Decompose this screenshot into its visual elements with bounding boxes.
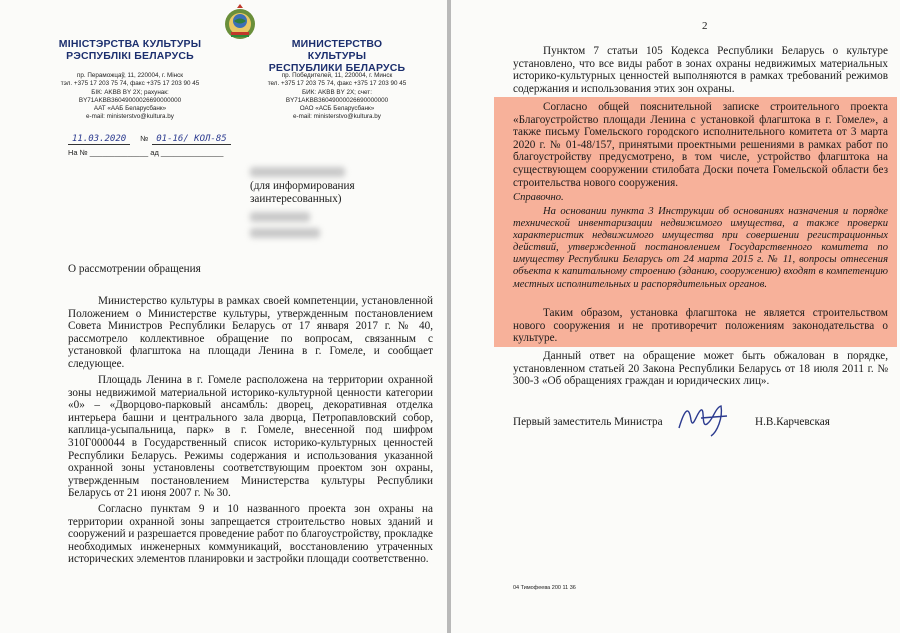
reference-label: Справочно. [513, 192, 564, 203]
right-ministry-header [262, 38, 412, 74]
address-line: e-mail: ministerstvo@kultura.by [86, 113, 174, 121]
left-header-line1: МІНІСТЭРСТВА КУЛЬТУРЫ [58, 38, 202, 50]
reference-line: На № ______________ ад _______________ [68, 148, 224, 157]
body-paragraph: Министерство культуры в рамках своей компетенции, установленной Положением о Министерстве культуры, утвержденным постановлением Совета Министров Республики Беларусь от 17 января 2017 г. № 40, рассмотрело коллективное обращение по вопросам, связанным с установкой флагштока на площади Ленина в г. Гомеле, и сообщает следующее. [68, 295, 433, 370]
address-line: БІК: AKBB BY 2X; рахунак: [91, 88, 169, 96]
right-address-block [262, 72, 412, 122]
address-line: BY71AKBB36049000026690000000 [285, 96, 389, 104]
body-paragraph: Согласно пунктам 9 и 10 названного проекта зон охраны на территории охранной зоны запрещается строительство новых зданий и сооружений и разрешается проведение работ по благоустройству, прокладке необходимых инженерных коммуникаций, восстановлению утраченных исторических элементов планировки и застройки площади соответственно. [68, 503, 433, 566]
registration-line [68, 128, 268, 146]
appeal-paragraph: Данный ответ на обращение может быть обжалован в порядке, установленном статьей 20 Закона Республики Беларусь от 18 июля 2011 г. № 300-З «Об обращениях граждан и юридических лиц». [513, 350, 888, 388]
redacted-recipient-address [250, 228, 320, 238]
letter-page-2 [451, 0, 900, 633]
signer-title: Первый заместитель Министра [513, 416, 663, 428]
redacted-recipient-name [250, 167, 345, 177]
signer-name: Н.В.Карчевская [755, 416, 830, 428]
reference-paragraph: На основании пункта 3 Инструкции об основаниях назначения и порядке технической инвентаризации недвижимого имущества, а также проверки характеристик недвижимого имущества при совершении регистрационных действий, утвержденной постановлением Государственного комитета по имуществу Республики Беларусь от 24 марта 2015 г. № 11, вопросы отнесения объекта к капитальному строению (зданию, сооружению) входят в компетенцию местных исполнительных и распорядительных органов. [513, 206, 888, 290]
page-number: 2 [702, 20, 708, 32]
registration-number: 01-16/ КОЛ-85 [152, 134, 230, 145]
address-line: BY71AKBB36049000026690000000 [78, 96, 182, 104]
letter-subject: О рассмотрении обращения [68, 263, 201, 275]
left-header-line2: РЭСПУБЛІКІ БЕЛАРУСЬ [66, 50, 194, 62]
body-paragraph: Площадь Ленина в г. Гомеле расположена на территории охранной зоны недвижимой материальной историко-культурной ценности категории «0» – «Дворцово-парковый ансамбль: дворец, декоративная отделка интерьера башни и центрального зала дворца, Петропавловский собор, каплица-усыпальница, парк» в г. Гомеле, внесенной под шифром 310Г000044 в Государственный список историко-культурных ценностей Республики Беларусь. Режимы содержания и использования указанной охранной зоны установлены соответствующим проектом зон охраны, утвержденным постановлением Министерства культуры Республики Беларусь от 21 июня 2007 г. № 30. [68, 374, 433, 500]
address-line: пр. Пераможцаў, 11, 220004, г. Мінск [76, 72, 184, 79]
left-ministry-header [55, 38, 205, 62]
address-line: пр. Победителей, 11, 220004, г. Минск [281, 72, 393, 79]
address-line: тэл. +375 17 203 75 74, факс +375 17 203 90 45 [60, 80, 200, 88]
address-line: ААТ «ААБ Беларусбанк» [93, 105, 167, 113]
right-header-line1: МИНИСТЕРСТВО КУЛЬТУРЫ [291, 38, 383, 62]
address-line: тел. +375 17 203 75 74, факс +375 17 203 90 45 [267, 80, 407, 88]
letter-page-1 [0, 0, 447, 633]
redacted-recipient-address [250, 212, 310, 222]
right-header-line2: РЕСПУБЛИКИ БЕЛАРУСЬ [268, 62, 406, 74]
body-paragraph: Пунктом 7 статьи 105 Кодекса Республики Беларусь о культуре установлено, что все виды работ в зонах охраны недвижимых материальных историко-культурных ценностей выполняются в рамках требований режимов содержания и использования этих зон охраны. [513, 45, 888, 95]
address-line: ОАО «АСБ Беларусбанк» [299, 105, 375, 113]
signature-icon [671, 398, 741, 440]
address-line: e-mail: ministerstvo@kultura.by [293, 113, 381, 121]
left-address-block [55, 72, 205, 122]
registration-date: 11.03.2020 [68, 134, 130, 145]
recipient-note: (для информирования заинтересованных) [250, 180, 355, 205]
body-paragraph: Согласно общей пояснительной записке строительного проекта «Благоустройство площади Ленина с установкой флагштока в г. Гомеле», а также письму Гомельского городского исполнительного комитета от 3 марта 2020 г. № 01-48/157, принятыми проектными решениями в рамках работ по благоустройству предусмотрено, в том числе, устройство флагштока на существующем сооружении стилобата Доски почета Гомельской области без строительства нового сооружения. [513, 101, 888, 189]
state-emblem-icon [223, 2, 257, 40]
executor-footer: 04 Тимофеева 200 11 36 [513, 585, 576, 591]
conclusion-paragraph: Таким образом, установка флагштока не является строительством нового сооружения и не противоречит положениям законодательства о культуре. [513, 307, 888, 345]
address-line: БИК: AKBB BY 2X; счет: [302, 88, 372, 96]
registration-number-prefix: № [140, 134, 149, 143]
